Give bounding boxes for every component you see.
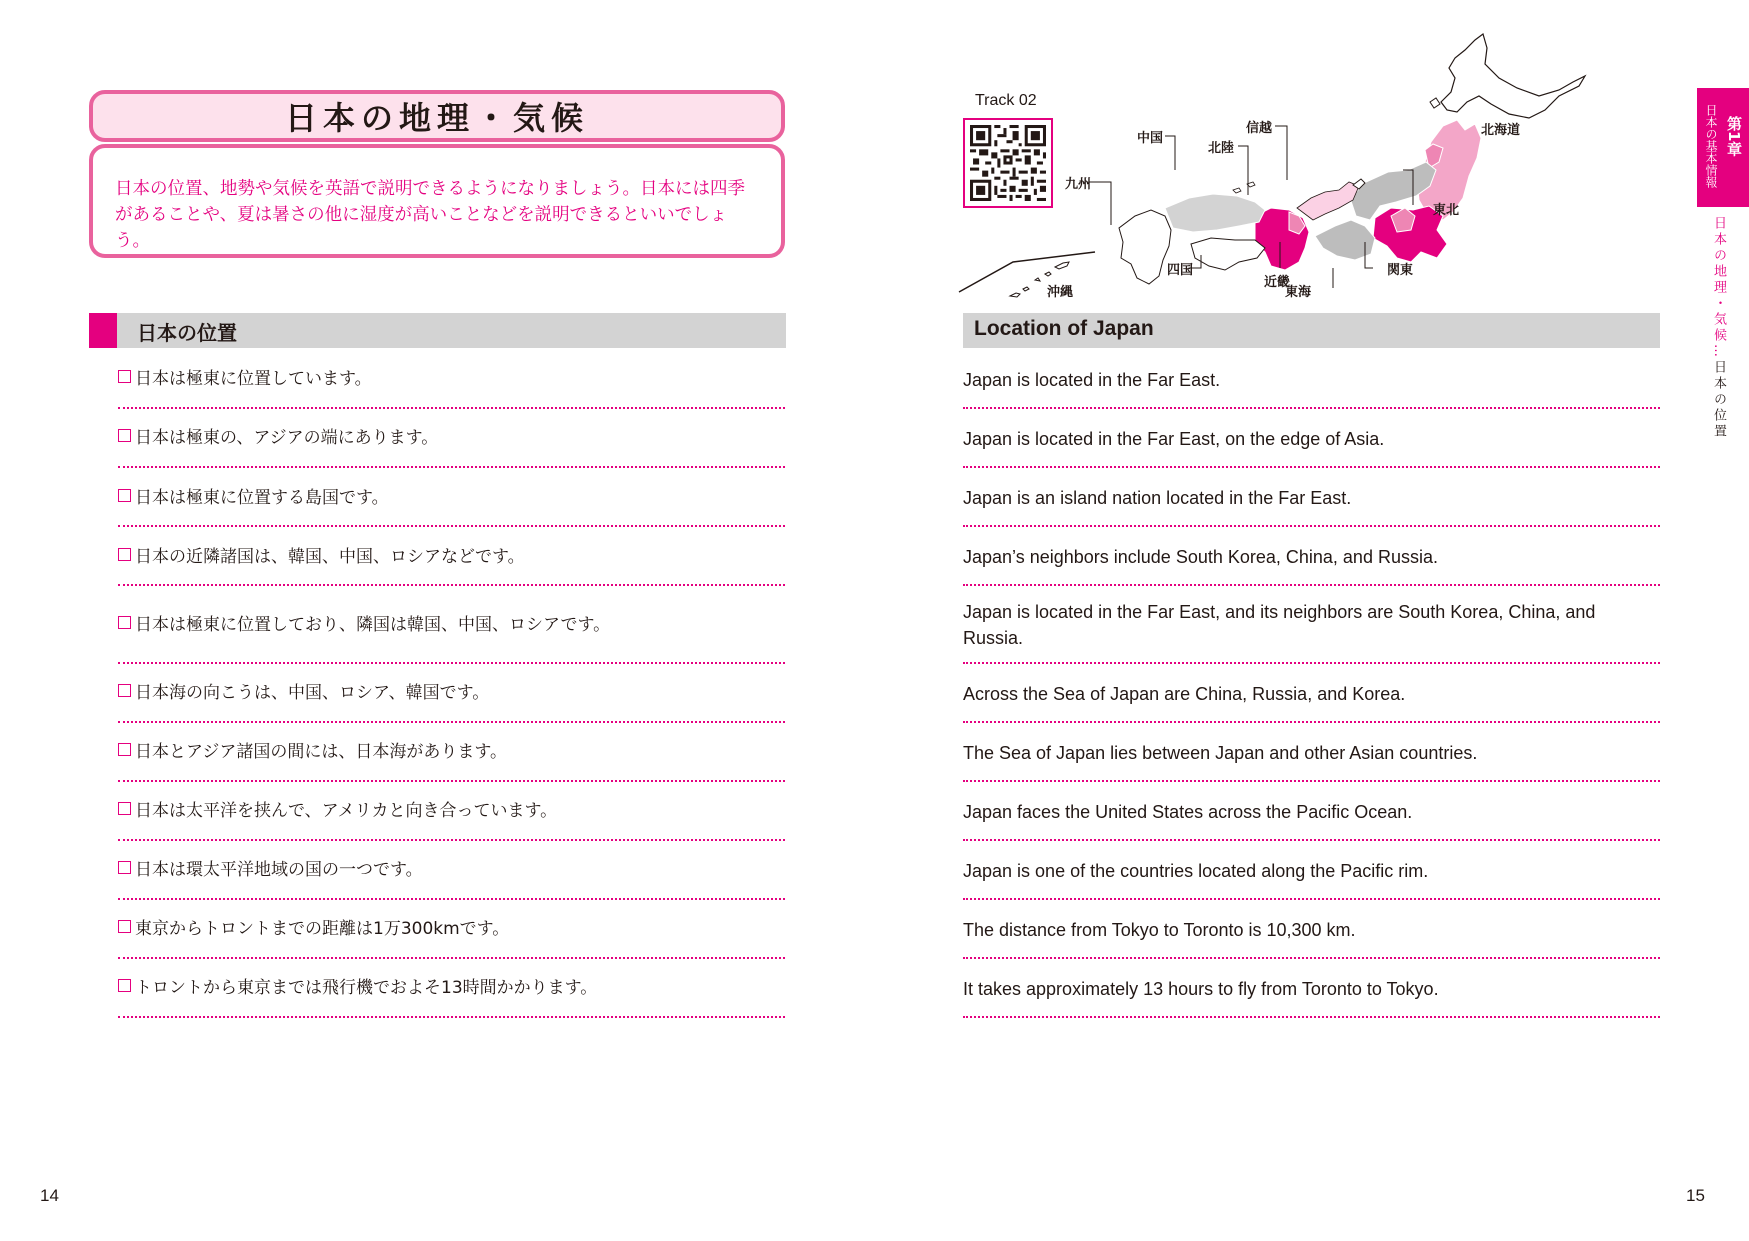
section-header-jp: [89, 313, 786, 348]
row-divider: [963, 898, 1660, 900]
chapter-title: 日本の基本情報: [1704, 104, 1718, 188]
jp-item: [118, 855, 785, 879]
label-kanto: 関東: [1387, 263, 1414, 278]
jp-item-text: 東京からトロントまでの距離は1万300kmです。: [135, 918, 510, 939]
section-header-en: [963, 313, 1660, 348]
row-divider: [118, 780, 785, 782]
checkbox[interactable]: [118, 743, 131, 756]
en-item: Japan is one of the countries located along the Pacific rim.: [963, 861, 1429, 881]
row-divider: [963, 721, 1660, 723]
kyushu-region: [1119, 210, 1171, 284]
label-shikoku: 四国: [1167, 263, 1194, 278]
jp-item-text: 日本は環太平洋地域の国の一つです。: [135, 859, 423, 880]
shikoku-region: [1191, 238, 1265, 270]
en-item: The Sea of Japan lies between Japan and other Asian countries.: [963, 743, 1478, 763]
jp-item: [118, 796, 785, 820]
checkbox[interactable]: [118, 548, 131, 561]
en-item: The distance from Tokyo to Toronto is 10,300 km.: [963, 920, 1356, 940]
jp-item: [118, 483, 785, 507]
label-chugoku: 中国: [1137, 131, 1164, 146]
okinawa-inset-border: [959, 252, 1095, 292]
tokai-region: [1315, 220, 1375, 260]
en-item: Japan is an island nation located in the Far East.: [963, 488, 1352, 508]
checkbox[interactable]: [118, 802, 131, 815]
checkbox[interactable]: [118, 489, 131, 502]
breadcrumb: [1709, 216, 1728, 440]
row-divider: [118, 1016, 785, 1018]
label-tokai: 東海: [1285, 285, 1312, 300]
label-kinki: 近畿: [1264, 275, 1291, 290]
checkbox[interactable]: [118, 370, 131, 383]
row-divider: [118, 662, 785, 664]
row-divider: [963, 957, 1660, 959]
checkbox[interactable]: [118, 429, 131, 442]
row-divider: [118, 839, 785, 841]
label-okinawa: 沖縄: [1047, 285, 1074, 300]
label-kyushu: 九州: [1065, 177, 1092, 192]
checkbox[interactable]: [118, 979, 131, 992]
row-divider: [963, 662, 1660, 664]
section-title-jp: 日本の位置: [137, 321, 237, 345]
label-hokkaido: 北海道: [1481, 123, 1521, 138]
hokuriku-region: [1297, 182, 1359, 220]
section-title-en: Location of Japan: [974, 317, 1154, 340]
jp-item-text: 日本海の向こうは、中国、ロシア、韓国です。: [135, 682, 490, 703]
jp-item: [118, 678, 785, 702]
japan-region-map: [955, 30, 1655, 300]
en-item: Japan’s neighbors include South Korea, China, and Russia.: [963, 547, 1438, 567]
kinki-region: [1255, 208, 1309, 270]
row-divider: [118, 721, 785, 723]
row-divider: [118, 584, 785, 586]
jp-item: [118, 364, 785, 388]
label-shinetsu: 信越: [1246, 121, 1273, 136]
jp-item: [118, 737, 785, 761]
jp-item: [118, 914, 785, 938]
row-divider: [963, 839, 1660, 841]
page-title: 日本の地理・気候: [284, 99, 589, 137]
jp-item-text: トロントから東京までは飛行機でおよそ13時間かかります。: [135, 977, 598, 998]
jp-item: [118, 542, 785, 566]
breadcrumb-current: 日本の位置: [1711, 360, 1726, 440]
section-accent: [89, 313, 117, 348]
en-item: It takes approximately 13 hours to fly from Toronto to Tokyo.: [963, 979, 1439, 999]
page-number-left: 14: [40, 1186, 59, 1205]
row-divider: [118, 407, 785, 409]
label-tohoku: 東北: [1433, 203, 1460, 218]
row-divider: [118, 898, 785, 900]
jp-item-text: 日本は極東の、アジアの端にあります。: [135, 427, 439, 448]
jp-item: [118, 973, 785, 997]
row-divider: [963, 466, 1660, 468]
label-hokuriku: 北陸: [1208, 141, 1235, 156]
row-divider: [963, 584, 1660, 586]
row-divider: [118, 525, 785, 527]
jp-item-text: 日本とアジア諸国の間には、日本海があります。: [135, 741, 507, 762]
en-item: Japan faces the United States across the Pacific Ocean.: [963, 802, 1413, 822]
chugoku-region: [1165, 194, 1265, 232]
jp-item-text: 日本は太平洋を挟んで、アメリカと向き合っています。: [135, 800, 558, 821]
checkbox[interactable]: [118, 861, 131, 874]
row-divider: [963, 525, 1660, 527]
jp-item-text: 日本は極東に位置する島国です。: [135, 487, 389, 508]
checkbox[interactable]: [118, 920, 131, 933]
jp-item-text: 日本の近隣諸国は、韓国、中国、ロシアなどです。: [135, 546, 525, 567]
breadcrumb-main: 日本の地理・気候…: [1711, 216, 1726, 360]
page-title-box: [89, 90, 785, 142]
row-divider: [963, 1016, 1660, 1018]
intro-box: [89, 144, 785, 258]
checkbox[interactable]: [118, 616, 131, 629]
jp-item-text: 日本は極東に位置しています。: [135, 368, 372, 389]
jp-item-text: 日本は極東に位置しており、隣国は韓国、中国、ロシアです。: [135, 614, 611, 635]
row-divider: [118, 466, 785, 468]
jp-item: [118, 610, 785, 634]
row-divider: [118, 957, 785, 959]
row-divider: [963, 780, 1660, 782]
hokkaido-region: [1441, 34, 1585, 118]
track-label: Track 02: [975, 92, 1037, 109]
chapter-tab[interactable]: [1697, 88, 1749, 207]
row-divider: [963, 407, 1660, 409]
en-item: Japan is located in the Far East, and its neighbors are South Korea, China, and Russia.: [963, 602, 1596, 648]
checkbox[interactable]: [118, 684, 131, 697]
jp-item: [118, 423, 785, 447]
intro-text: 日本の位置、地勢や気候を英語で説明できるようになりましょう。日本には四季があることや、夏は暑さの他に湿度が高いことなどを説明できるといいでしょう。: [115, 179, 745, 251]
en-item: Japan is located in the Far East.: [963, 370, 1221, 390]
en-item: Japan is located in the Far East, on the edge of Asia.: [963, 429, 1385, 449]
en-item: Across the Sea of Japan are China, Russia, and Korea.: [963, 684, 1406, 704]
chapter-number: 第1章: [1725, 116, 1743, 157]
page-number-right: 15: [1686, 1186, 1705, 1205]
